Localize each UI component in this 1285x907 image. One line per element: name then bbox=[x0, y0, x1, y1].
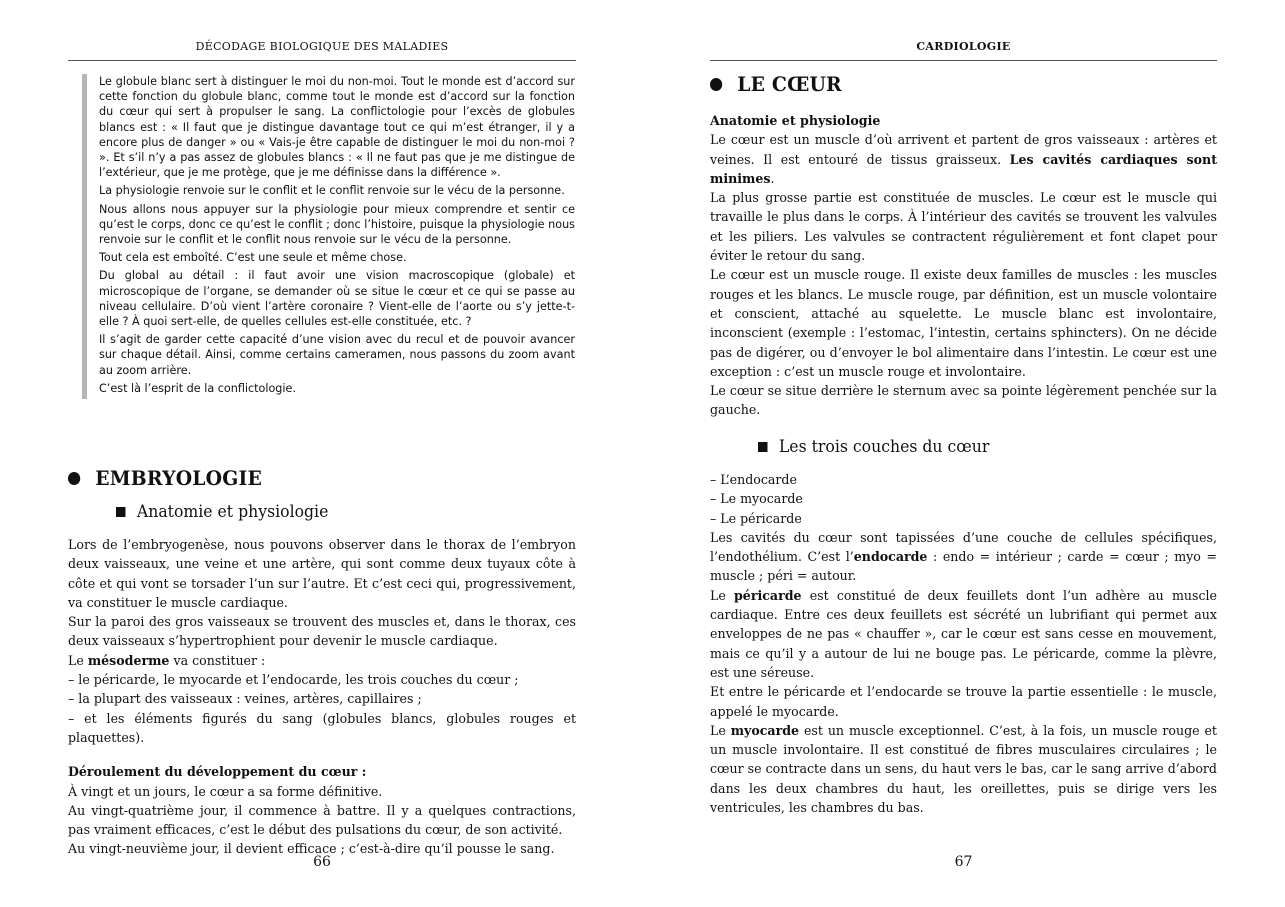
bold-term: mésoderme bbox=[87, 652, 170, 668]
text-run: : endo = intérieur ; carde = cœur ; myo = muscle ; péri = autour. bbox=[710, 549, 1217, 584]
list-item: – et les éléments figurés du sang (globules blancs, globules rouges et plaquettes). bbox=[68, 710, 576, 745]
page-number: 66 bbox=[313, 854, 331, 870]
paragraph: À vingt et un jours, le cœur a sa forme définitive. bbox=[68, 783, 383, 799]
bold-subheading bbox=[68, 762, 576, 781]
subsection-heading bbox=[758, 437, 989, 456]
paragraph: Au vingt-neuvième jour, il devient efficace ; c’est-à-dire qu’il pousse le sang. bbox=[68, 841, 555, 857]
bold-subheading bbox=[710, 111, 1217, 130]
paragraph bbox=[710, 586, 1217, 682]
quote-paragraph: Nous allons nous appuyer sur la physiologie pour mieux comprendre et sentir ce qu’est le corps, donc ce qu’est le conflit ; donc l’histoire, puisque la physiologie nous renvoie sur le conflit et le conflit nous renvoie sur le vécu de la personne. bbox=[99, 202, 575, 247]
section-heading bbox=[68, 466, 262, 490]
running-head: CARDIOLOGIE bbox=[916, 40, 1011, 53]
right-page bbox=[710, 0, 1217, 907]
paragraph bbox=[710, 130, 1217, 188]
bold-subheading-text: Déroulement du développement du cœur : bbox=[68, 764, 367, 780]
text-run: Le bbox=[710, 587, 734, 603]
section-heading-text: LE CŒUR bbox=[737, 72, 842, 96]
bullet-square-icon bbox=[758, 442, 768, 452]
list-item: – Le myocarde bbox=[710, 491, 803, 507]
subsection-heading-text: Anatomie et physiologie bbox=[136, 502, 329, 521]
text-run: Le cœur est un muscle d’où arrivent et partent de gros vaisseaux : artères et veines. Il est entouré de tissus graisseux. bbox=[710, 132, 1217, 167]
paragraph: Et entre le péricarde et l’endocarde se trouve la partie essentielle : le muscle, appelé le myocarde. bbox=[710, 684, 1217, 719]
paragraph bbox=[68, 651, 576, 670]
paragraph bbox=[710, 528, 1217, 586]
text-run: est un muscle exceptionnel. C’est, à la fois, un muscle rouge et un muscle involontaire. Il est constitué de fibres musculaires circulaires ; le cœur se contracte dans un sens, du haut vers le bas, car le sang arrive d’abord dans les deux chambres du haut, les oreillettes, puis se dirige vers les ventricules, les chambres du bas. bbox=[710, 722, 1217, 816]
section-heading bbox=[710, 72, 842, 96]
heart-text bbox=[710, 111, 1217, 420]
quote-paragraph: C’est là l’esprit de la conflictologie. bbox=[99, 381, 296, 395]
running-head: DÉCODAGE BIOLOGIQUE DES MALADIES bbox=[195, 40, 449, 53]
bold-term: Les cavités cardiaques sont minimes bbox=[710, 151, 1218, 186]
page-number: 67 bbox=[954, 854, 973, 870]
bullet-square-icon bbox=[116, 507, 126, 517]
quote-box bbox=[82, 74, 575, 399]
quote-paragraph: Tout cela est emboîté. C’est une seule et même chose. bbox=[99, 251, 407, 265]
text-run: va constituer : bbox=[169, 652, 266, 668]
bold-subheading-text: Anatomie et physiologie bbox=[710, 113, 881, 128]
text-run: . bbox=[770, 170, 775, 186]
layers-text bbox=[710, 470, 1217, 817]
subsection-heading-text: Les trois couches du cœur bbox=[778, 437, 990, 456]
header-rule bbox=[68, 60, 576, 61]
bullet-dot-icon bbox=[68, 472, 80, 485]
bold-term: myocarde bbox=[730, 722, 800, 738]
list-item: – L’endocarde bbox=[710, 472, 797, 487]
bold-term: endocarde bbox=[853, 549, 928, 565]
list-item: – le péricarde, le myocarde et l’endocarde, les trois couches du cœur ; bbox=[68, 672, 519, 688]
text-run: Les cavités du cœur sont tapissées d’une couche de cellules spécifiques, l’endothélium. C’est l’ bbox=[710, 529, 1217, 565]
paragraph: Au vingt-quatrième jour, il commence à battre. Il y a quelques contractions, pas vraiment efficaces, c’est le début des pulsations du cœur, de son activité. bbox=[68, 802, 576, 838]
list-item: – Le péricarde bbox=[710, 510, 802, 526]
quote-paragraph: La physiologie renvoie sur le conflit et le conflit renvoie sur le vécu de la personne. bbox=[99, 184, 565, 198]
bullet-dot-icon bbox=[710, 78, 722, 91]
header-rule bbox=[710, 60, 1217, 61]
quote-paragraph: Du global au détail : il faut avoir une vision macroscopique (globale) et microscopique de l’organe, se demander où se situe le cœur et ce qui se passe au niveau cellulaire. D’où vient l’artère coronaire ? Vient-elle de l’aorte ou s’y jette-t-elle ? À quoi sert-elle, de quelles cellules est-elle constituée, etc. ? bbox=[99, 269, 575, 329]
text-run: est constitué de deux feuillets dont l’un adhère au muscle cardiaque. Entre ces deux feuillets est sécrété un lubrifiant qui permet aux enveloppes de ne pas « chauffer », car le cœur est sans cesse en mouvement, mais ce qu’il y a autour de lui ne bouge pas. Le péricarde, comme la plèvre, est une séreuse. bbox=[710, 587, 1217, 680]
quote-paragraph: Le globule blanc sert à distinguer le moi du non-moi. Tout le monde est d’accord sur cette fonction du globule blanc, comme tout le monde est d’accord sur la fonction du cœur qui sert à propulser le sang. La conflictologie pour l’excès de globules blancs est : « Il faut que je distingue davantage tout ce qui m’est étranger, il y a encore plus de danger » ou « Vais-je être capable de distinguer le moi du non-moi ? ». Et s’il n’y a pas assez de globules blancs : « Il ne faut pas que je me distingue de l’extérieur, que je me protège, que je me définisse dans la différence ». bbox=[99, 75, 575, 180]
paragraph: Le cœur se situe derrière le sternum avec sa pointe légèrement penchée sur la gauche. bbox=[710, 383, 1217, 418]
paragraph: La plus grosse partie est constituée de muscles. Le cœur est le muscle qui travaille le plus dans le corps. À l’intérieur des cavités se trouvent les valvules et les piliers. Les valvules se contractent régulièrement et font clapet pour éviter le retour du sang. bbox=[710, 190, 1217, 264]
paragraph: Le cœur est un muscle rouge. Il existe deux familles de muscles : les muscles rouges et les blancs. Le muscle rouge, par définition, est un muscle volontaire et conscient, attaché au squelette. Le muscle blanc est involontaire, inconscient (exemple : l’estomac, l’intestin, certains sphincters). On ne décide pas de digérer, ou d’envoyer le bol alimentaire dans l’intestin. Le cœur est une exception : c’est un muscle rouge et involontaire. bbox=[710, 267, 1217, 379]
section-heading-text: EMBRYOLOGIE bbox=[95, 466, 262, 490]
bold-term: péricarde bbox=[734, 587, 802, 603]
quote-paragraph: Il s’agit de garder cette capacité d’une vision avec du recul et de pouvoir avancer sur chaque détail. Ainsi, comme certains cameramen, nous passons du zoom avant au zoom arrière. bbox=[99, 333, 575, 377]
list-item: – la plupart des vaisseaux : veines, artères, capillaires ; bbox=[68, 691, 422, 707]
left-page bbox=[68, 0, 576, 907]
text-run: Le bbox=[710, 722, 731, 738]
paragraph: Sur la paroi des gros vaisseaux se trouvent des muscles et, dans le thorax, ces deux vaisseaux s’hypertrophient pour devenir le muscle cardiaque. bbox=[68, 614, 576, 649]
text-run: Le bbox=[68, 652, 88, 668]
subsection-heading bbox=[116, 502, 328, 521]
paragraph bbox=[710, 721, 1217, 817]
embryology-text bbox=[68, 535, 576, 859]
paragraph: Lors de l’embryogenèse, nous pouvons observer dans le thorax de l’embryon deux vaisseaux, une veine et une artère, qui sont comme deux tuyaux côte à côte et qui vont se torsader l’un sur l’autre. Et c’est ceci qui, progressivement, va constituer le muscle cardiaque. bbox=[68, 537, 576, 610]
